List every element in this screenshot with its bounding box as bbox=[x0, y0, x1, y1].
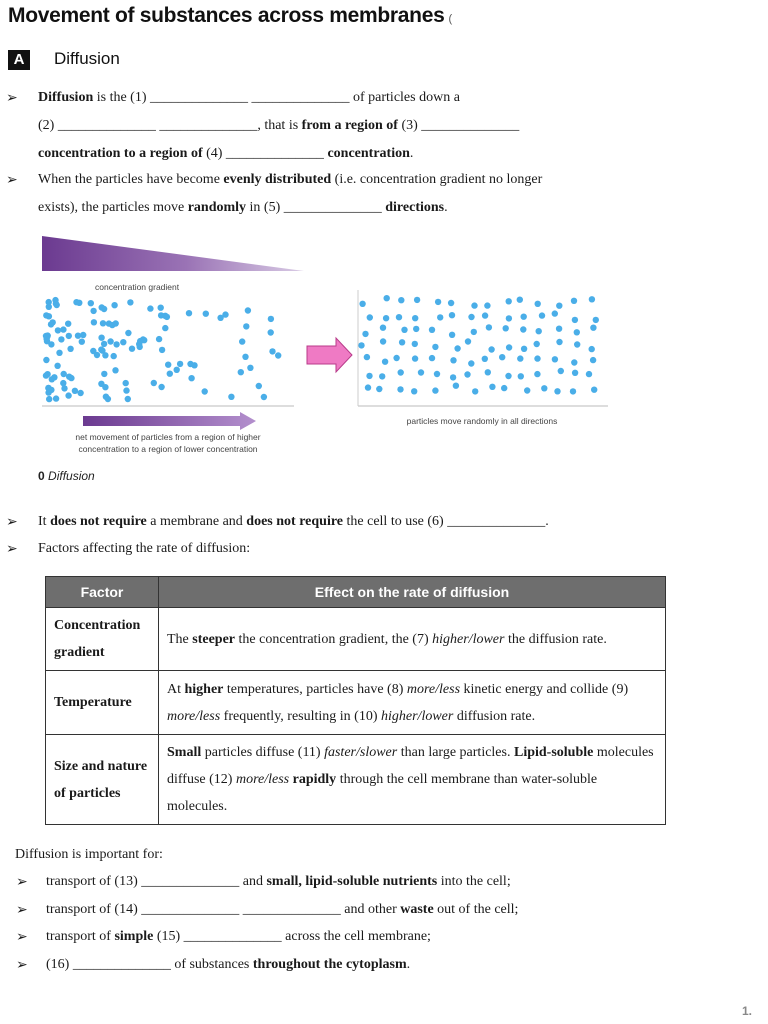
particle bbox=[158, 384, 164, 390]
particle bbox=[242, 354, 248, 360]
particle bbox=[468, 360, 474, 366]
particle bbox=[414, 297, 420, 303]
particle bbox=[534, 355, 540, 361]
particle bbox=[177, 361, 183, 367]
particle bbox=[520, 326, 526, 332]
particle bbox=[239, 338, 245, 344]
net-movement-label-1: net movement of particles from a region of higher bbox=[75, 432, 261, 442]
particle bbox=[58, 336, 64, 342]
particle bbox=[247, 365, 253, 371]
bullet-icon: ➢ bbox=[6, 515, 18, 530]
particle bbox=[100, 320, 106, 326]
particle bbox=[50, 319, 56, 325]
particle bbox=[52, 297, 58, 303]
particle bbox=[541, 385, 547, 391]
text-line: It does not require a membrane and does not require the cell to use (6) ______________. bbox=[38, 514, 549, 529]
particle bbox=[379, 373, 385, 379]
particle bbox=[101, 371, 107, 377]
particle bbox=[384, 295, 390, 301]
net-movement-label-2: concentration to a region of lower concentration bbox=[78, 444, 258, 454]
particle bbox=[72, 388, 78, 394]
text-line: concentration to a region of (4) ______________ concentration. bbox=[38, 146, 414, 161]
particle bbox=[472, 388, 478, 394]
particle bbox=[518, 373, 524, 379]
particle bbox=[111, 302, 117, 308]
particle bbox=[358, 342, 364, 348]
particle bbox=[125, 330, 131, 336]
factor-cell: Concentration gradient bbox=[46, 608, 159, 671]
particle bbox=[65, 321, 71, 327]
particle bbox=[187, 361, 193, 367]
particle bbox=[435, 299, 441, 305]
particle bbox=[572, 370, 578, 376]
text-line: Diffusion is the (1) ______________ ______________ of particles down a bbox=[38, 90, 460, 105]
particle bbox=[112, 367, 118, 373]
particle bbox=[482, 312, 488, 318]
particle bbox=[488, 346, 494, 352]
factor-cell: Temperature bbox=[46, 671, 159, 735]
text-line: exists), the particles move randomly in (5) ______________ directions. bbox=[38, 200, 448, 215]
particle bbox=[412, 355, 418, 361]
particle bbox=[411, 388, 417, 394]
particle bbox=[468, 314, 474, 320]
particle bbox=[434, 371, 440, 377]
particle bbox=[359, 301, 365, 307]
particle bbox=[590, 357, 596, 363]
list-item: (16) ______________ of substances throughout the cytoplasm. bbox=[46, 957, 411, 972]
particle bbox=[534, 371, 540, 377]
particle bbox=[120, 339, 126, 345]
particle bbox=[366, 373, 372, 379]
particle bbox=[535, 301, 541, 307]
diffusion-figure bbox=[0, 228, 768, 490]
particle bbox=[380, 325, 386, 331]
particle bbox=[505, 373, 511, 379]
particle bbox=[590, 325, 596, 331]
page-title: Movement of substances across membranes ( bbox=[8, 4, 452, 27]
particle bbox=[46, 313, 52, 319]
table-header: Factor bbox=[46, 577, 159, 608]
particle bbox=[486, 324, 492, 330]
effect-cell: The steeper the concentration gradient, the (7) higher/lower the diffusion rate. bbox=[159, 608, 666, 671]
particle bbox=[482, 356, 488, 362]
particle bbox=[591, 387, 597, 393]
factors-table bbox=[45, 576, 666, 825]
particle bbox=[77, 390, 83, 396]
particle bbox=[60, 326, 66, 332]
particle bbox=[521, 314, 527, 320]
particle bbox=[539, 312, 545, 318]
particle bbox=[365, 384, 371, 390]
particle bbox=[107, 338, 113, 344]
factor-cell: Size and nature of particles bbox=[46, 735, 159, 825]
particle bbox=[238, 369, 244, 375]
particle bbox=[76, 300, 82, 306]
particle bbox=[113, 341, 119, 347]
particle bbox=[48, 387, 54, 393]
particle bbox=[66, 333, 72, 339]
particle bbox=[412, 341, 418, 347]
particle bbox=[127, 299, 133, 305]
particle bbox=[499, 354, 505, 360]
important-intro: Diffusion is important for: bbox=[15, 847, 163, 862]
particle bbox=[151, 380, 157, 386]
particle bbox=[556, 339, 562, 345]
particle bbox=[101, 341, 107, 347]
particle bbox=[552, 310, 558, 316]
particle bbox=[536, 328, 542, 334]
gradient-wedge bbox=[42, 236, 304, 271]
random-label: particles move randomly in all directions bbox=[406, 416, 558, 426]
particle bbox=[105, 396, 111, 402]
particle bbox=[432, 344, 438, 350]
particle bbox=[574, 329, 580, 335]
particle bbox=[129, 346, 135, 352]
particle bbox=[534, 341, 540, 347]
particle bbox=[203, 311, 209, 317]
particle bbox=[109, 322, 115, 328]
bullet-icon: ➢ bbox=[16, 930, 28, 945]
particle bbox=[66, 374, 72, 380]
particle bbox=[261, 394, 267, 400]
particle bbox=[376, 386, 382, 392]
particle bbox=[186, 310, 192, 316]
particle bbox=[413, 326, 419, 332]
particle bbox=[517, 355, 523, 361]
section-letter: A bbox=[8, 50, 30, 70]
particle bbox=[593, 317, 599, 323]
particle bbox=[484, 302, 490, 308]
particle bbox=[401, 327, 407, 333]
table-row bbox=[46, 608, 666, 671]
particle bbox=[503, 325, 509, 331]
particle bbox=[589, 296, 595, 302]
particle bbox=[398, 369, 404, 375]
particle bbox=[165, 362, 171, 368]
particle bbox=[432, 387, 438, 393]
particle bbox=[55, 327, 61, 333]
particle bbox=[571, 359, 577, 365]
particle bbox=[90, 348, 96, 354]
particle bbox=[275, 352, 281, 358]
particle bbox=[98, 346, 104, 352]
particle bbox=[256, 383, 262, 389]
particle bbox=[429, 355, 435, 361]
particle bbox=[450, 357, 456, 363]
particles-left bbox=[43, 297, 282, 402]
list-item: transport of (14) ______________ ______________ and other waste out of the cell; bbox=[46, 902, 519, 917]
particle bbox=[517, 297, 523, 303]
particle bbox=[485, 369, 491, 375]
particle bbox=[140, 336, 146, 342]
particle bbox=[556, 326, 562, 332]
particle bbox=[450, 374, 456, 380]
list-item: transport of simple (15) ______________ across the cell membrane; bbox=[46, 929, 431, 944]
particle bbox=[49, 376, 55, 382]
particle bbox=[471, 329, 477, 335]
bullet-icon: ➢ bbox=[16, 903, 28, 918]
particle bbox=[554, 388, 560, 394]
title-mark: ( bbox=[448, 13, 452, 25]
text-line: Factors affecting the rate of diffusion: bbox=[38, 541, 251, 556]
particle bbox=[44, 371, 50, 377]
particle bbox=[123, 380, 129, 386]
particle bbox=[75, 333, 81, 339]
particle bbox=[574, 341, 580, 347]
particle bbox=[506, 315, 512, 321]
particle bbox=[418, 369, 424, 375]
particle bbox=[61, 385, 67, 391]
particle bbox=[399, 339, 405, 345]
figure-caption: 0 Diffusion bbox=[38, 469, 95, 483]
bullet-icon: ➢ bbox=[16, 875, 28, 890]
particle bbox=[43, 336, 49, 342]
particle bbox=[102, 352, 108, 358]
particle bbox=[572, 317, 578, 323]
particle bbox=[79, 339, 85, 345]
page-number: 1. bbox=[741, 1004, 752, 1018]
particle bbox=[111, 353, 117, 359]
table-row bbox=[46, 735, 666, 825]
table-row bbox=[46, 671, 666, 735]
particle bbox=[60, 380, 66, 386]
particle bbox=[158, 305, 164, 311]
particle bbox=[396, 314, 402, 320]
particle bbox=[43, 357, 49, 363]
effect-cell: Small particles diffuse (11) faster/slower than large particles. Lipid-soluble molecules diffuse (12) more/less rapidly through the cell membrane than water-soluble molecules. bbox=[159, 735, 666, 825]
particles-right bbox=[358, 295, 599, 395]
particle bbox=[91, 319, 97, 325]
bullet-icon: ➢ bbox=[6, 91, 18, 106]
particle bbox=[156, 336, 162, 342]
particle bbox=[125, 396, 131, 402]
particle bbox=[159, 347, 165, 353]
section-title: Diffusion bbox=[54, 49, 120, 68]
particle bbox=[454, 345, 460, 351]
particle bbox=[202, 388, 208, 394]
caption-icon: 0 bbox=[38, 469, 45, 483]
particle bbox=[556, 303, 562, 309]
pink-arrow-icon bbox=[307, 338, 352, 372]
particle bbox=[464, 371, 470, 377]
particle bbox=[158, 312, 164, 318]
particle bbox=[397, 386, 403, 392]
particle bbox=[364, 354, 370, 360]
particle bbox=[362, 331, 368, 337]
particle bbox=[46, 396, 52, 402]
particle bbox=[188, 375, 194, 381]
particle bbox=[524, 387, 530, 393]
bullet-icon: ➢ bbox=[6, 542, 18, 557]
particle bbox=[46, 304, 52, 310]
particle bbox=[501, 385, 507, 391]
text-line: When the particles have become evenly distributed (i.e. concentration gradient no longer bbox=[38, 172, 543, 187]
particle bbox=[67, 346, 73, 352]
particle bbox=[228, 394, 234, 400]
particle bbox=[54, 363, 60, 369]
particle bbox=[393, 355, 399, 361]
particle bbox=[53, 395, 59, 401]
particle bbox=[98, 335, 104, 341]
particle bbox=[90, 308, 96, 314]
table-header: Effect on the rate of diffusion bbox=[159, 577, 666, 608]
particle bbox=[449, 312, 455, 318]
particle bbox=[162, 325, 168, 331]
particle bbox=[382, 359, 388, 365]
particle bbox=[137, 344, 143, 350]
particle bbox=[429, 327, 435, 333]
list-item: transport of (13) ______________ and small, lipid-soluble nutrients into the cell; bbox=[46, 874, 511, 889]
bullet-icon: ➢ bbox=[16, 958, 28, 973]
particle bbox=[269, 348, 275, 354]
particle bbox=[589, 346, 595, 352]
particle bbox=[147, 305, 153, 311]
particle bbox=[558, 368, 564, 374]
particle bbox=[65, 392, 71, 398]
particle bbox=[571, 298, 577, 304]
particle bbox=[99, 304, 105, 310]
particle bbox=[521, 346, 527, 352]
particle bbox=[412, 315, 418, 321]
particle bbox=[465, 338, 471, 344]
particle bbox=[448, 300, 454, 306]
effect-cell: At higher temperatures, particles have (8) more/less kinetic energy and collide (9) more/less frequently, resulting in (10) higher/lower diffusion rate. bbox=[159, 671, 666, 735]
particle bbox=[268, 316, 274, 322]
particle bbox=[453, 383, 459, 389]
text-line: (2) ______________ ______________, that is from a region of (3) ______________ bbox=[38, 118, 520, 133]
particle bbox=[56, 350, 62, 356]
particle bbox=[383, 315, 389, 321]
particle bbox=[245, 307, 251, 313]
particle bbox=[61, 371, 67, 377]
particle bbox=[102, 384, 108, 390]
particle bbox=[367, 314, 373, 320]
gradient-label: concentration gradient bbox=[95, 282, 180, 292]
particle bbox=[164, 314, 170, 320]
particle bbox=[174, 367, 180, 373]
particle bbox=[268, 329, 274, 335]
particle bbox=[243, 323, 249, 329]
particle bbox=[506, 344, 512, 350]
particle bbox=[506, 298, 512, 304]
particle bbox=[123, 387, 129, 393]
particle bbox=[586, 371, 592, 377]
bullet-icon: ➢ bbox=[6, 173, 18, 188]
particle bbox=[398, 297, 404, 303]
particle bbox=[552, 356, 558, 362]
particle bbox=[88, 300, 94, 306]
net-movement-arrow-icon bbox=[83, 412, 256, 430]
particle bbox=[380, 338, 386, 344]
particle bbox=[437, 314, 443, 320]
particle bbox=[570, 388, 576, 394]
particle bbox=[217, 315, 223, 321]
particle bbox=[167, 371, 173, 377]
particle bbox=[489, 384, 495, 390]
particle bbox=[471, 302, 477, 308]
particle bbox=[449, 332, 455, 338]
